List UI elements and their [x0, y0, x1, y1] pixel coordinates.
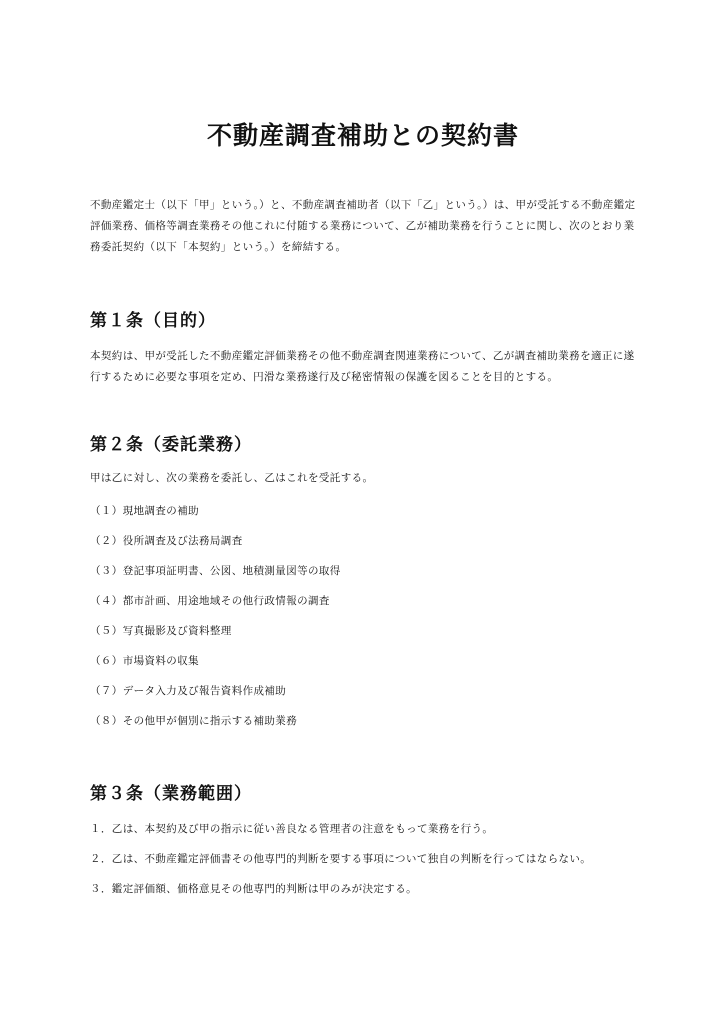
scope-clause-list [90, 814, 636, 904]
list-item: （３）登記事項証明書、公図、地積測量図等の取得 [90, 565, 341, 577]
article-1-heading: 第１条（目的） [90, 311, 216, 331]
list-item: （５）写真撮影及び資料整理 [90, 625, 232, 637]
list-item: （１）現地調査の補助 [90, 505, 199, 517]
list-item: （２）役所調査及び法務局調査 [90, 535, 243, 547]
delegated-task-list [90, 496, 636, 736]
article-2-body: 甲は乙に対し、次の業務を委託し、乙はこれを受託する。 [90, 472, 374, 484]
clause-item: １．乙は、本契約及び甲の指示に従い善良なる管理者の注意をもって業務を行う。 [90, 823, 494, 835]
article-1 [90, 308, 636, 388]
article-1-body: 本契約は、甲が受託した不動産鑑定評価業務その他不動産調査関連業務について、乙が調査補助業務を適正に遂行するために必要な事項を定め、円滑な業務遂行及び秘密情報の保護を図ることを目的とする。 [90, 350, 635, 383]
article-2 [90, 432, 636, 736]
list-item: （６）市場資料の収集 [90, 655, 199, 667]
list-item: （８）その他甲が個別に指示する補助業務 [90, 715, 298, 727]
clause-item: ２．乙は、不動産鑑定評価書その他専門的判断を要する事項について独自の判断を行ってはならない。 [90, 853, 592, 865]
article-2-heading: 第２条（委託業務） [90, 435, 252, 455]
list-item: （７）データ入力及び報告資料作成補助 [90, 685, 287, 697]
clause-item: ３．鑑定評価額、価格意見その他専門的判断は甲のみが決定する。 [90, 883, 417, 895]
list-item: （４）都市計画、用途地域その他行政情報の調査 [90, 595, 330, 607]
preamble-paragraph: 不動産鑑定士（以下「甲」という。）と、不動産調査補助者（以下「乙」という。）は、甲が受託する不動産鑑定評価業務、価格等調査業務その他これに付随する業務について、乙が補助業務を行うことに関し、次のとおり業務委託契約（以下「本契約」という。）を締結する。 [90, 199, 636, 253]
article-3-heading: 第３条（業務範囲） [90, 784, 252, 804]
document-title: 不動産調査補助との契約書 [206, 121, 519, 150]
article-3 [90, 781, 636, 904]
